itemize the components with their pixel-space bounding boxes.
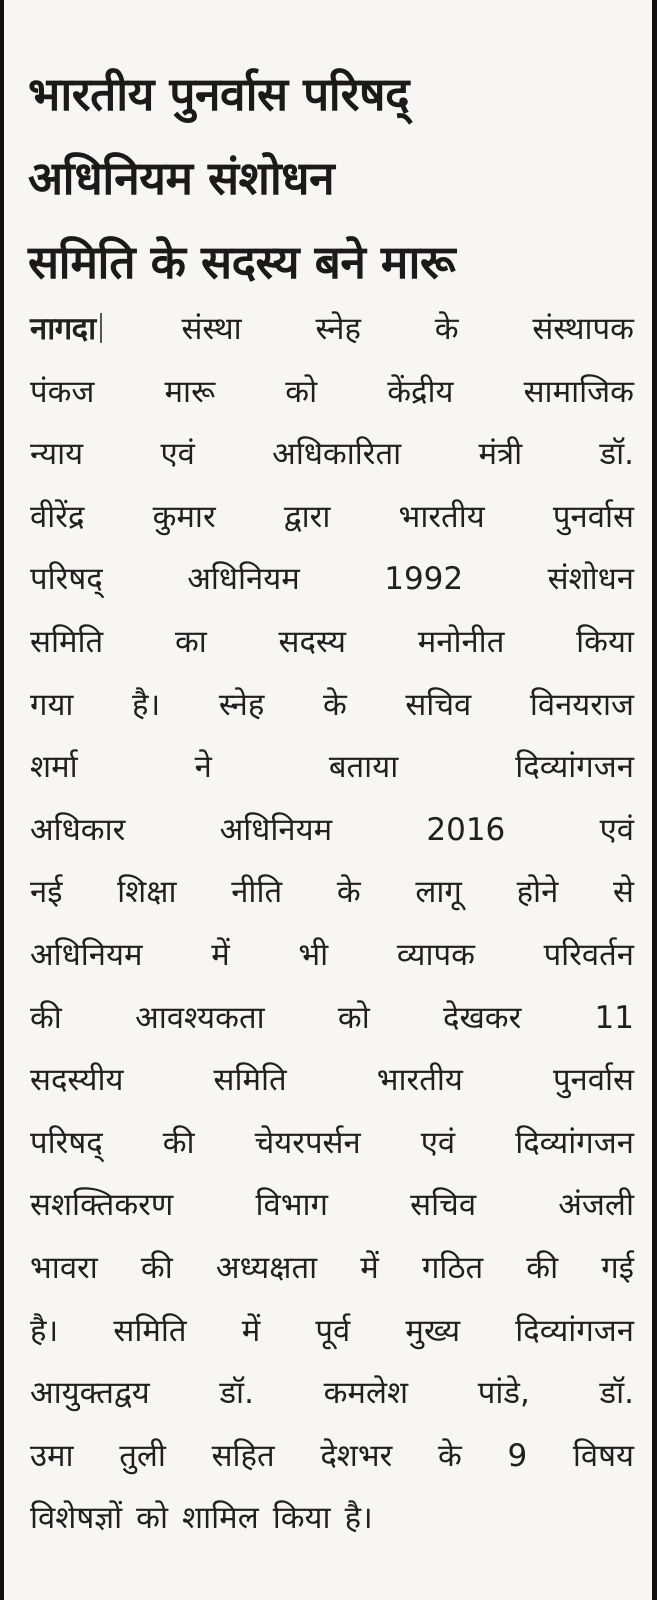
word: दिव्यांगजन — [515, 749, 634, 786]
word: एवं — [599, 811, 634, 848]
word: अधिनियम — [219, 811, 333, 848]
word: भी — [298, 936, 329, 973]
word: 9 — [507, 1437, 528, 1474]
body-line — [30, 924, 634, 987]
word: डॉ. — [599, 1375, 634, 1412]
word: द्वारा — [283, 498, 331, 535]
word: के — [437, 1437, 462, 1474]
word: एवं — [420, 1124, 456, 1161]
body-line — [30, 423, 634, 486]
article-body — [30, 298, 634, 1550]
word: शिक्षा — [117, 874, 177, 911]
word: वीरेंद्र — [30, 498, 85, 535]
word: गया — [30, 686, 74, 723]
dateline-separator — [100, 313, 102, 343]
word: परिषद् — [30, 561, 103, 598]
word: को — [285, 373, 318, 410]
word: नीति — [231, 874, 283, 911]
body-line — [30, 736, 634, 799]
word: की — [140, 1249, 173, 1286]
word: परिषद् — [30, 1124, 103, 1161]
word: कमलेश — [323, 1375, 409, 1412]
word: को — [337, 999, 370, 1036]
word: एवं — [160, 436, 195, 473]
word: संस्था — [181, 311, 242, 347]
body-line — [30, 298, 634, 361]
word: में — [360, 1249, 379, 1286]
body-line — [30, 674, 634, 737]
word: अधिनियम — [187, 561, 300, 598]
word: केंद्रीय — [387, 373, 454, 410]
word: होने — [516, 874, 559, 911]
word: है। — [344, 1500, 373, 1537]
word: समिति — [113, 1312, 187, 1349]
word: अधिनियम — [30, 936, 143, 973]
word: अधिकारिता — [272, 436, 402, 473]
word: में — [211, 936, 230, 973]
word: भारतीय — [376, 1062, 463, 1099]
word: डॉ. — [219, 1375, 254, 1412]
word: अंजली — [558, 1187, 634, 1224]
word: डॉ. — [599, 436, 634, 473]
word: विभाग — [255, 1187, 328, 1224]
body-line — [30, 861, 634, 924]
word: सामाजिक — [523, 373, 634, 410]
word: सचिव — [405, 686, 472, 723]
word: सशक्तिकरण — [30, 1187, 174, 1224]
word: चेयरपर्सन — [254, 1124, 361, 1161]
word: समिति — [30, 623, 104, 660]
body-line — [30, 1362, 634, 1425]
word: के — [336, 874, 361, 911]
word: में — [241, 1312, 261, 1349]
word: की — [162, 1124, 195, 1161]
word: शामिल — [182, 1500, 259, 1537]
headline — [28, 52, 638, 304]
word: का — [174, 623, 207, 660]
word: आयुक्तद्वय — [30, 1375, 150, 1412]
word: मुख्य — [405, 1312, 461, 1349]
headline-line: अधिनियम संशोधन — [28, 151, 335, 205]
word: 11 — [594, 999, 634, 1036]
word: ने — [194, 749, 212, 786]
word: दिव्यांगजन — [515, 1124, 634, 1161]
body-line — [30, 1112, 634, 1175]
word: संशोधन — [547, 561, 634, 598]
word: पुनर्वास — [552, 1062, 634, 1099]
word: देशभर — [320, 1437, 393, 1474]
word: के — [322, 686, 347, 723]
word: पंकज — [30, 373, 95, 410]
word: कुमार — [152, 498, 216, 535]
word: 1992 — [384, 561, 464, 598]
word: पांडे, — [477, 1375, 530, 1412]
word: को — [136, 1500, 169, 1537]
body-line — [30, 799, 634, 862]
body-line — [30, 1425, 634, 1488]
word: सहित — [211, 1437, 275, 1474]
word: स्नेह — [218, 686, 265, 723]
word: शर्मा — [30, 749, 78, 786]
word: भावरा — [30, 1249, 98, 1286]
word: विशेषज्ञों — [30, 1500, 123, 1537]
headline-line: भारतीय पुनर्वास परिषद् — [28, 67, 410, 121]
word: मंत्री — [478, 436, 523, 473]
word: गई — [601, 1249, 634, 1286]
body-line — [30, 1049, 634, 1112]
word: उमा — [30, 1437, 74, 1474]
word: किया — [576, 623, 634, 660]
word: अधिकार — [30, 811, 126, 848]
word: विषय — [572, 1437, 634, 1474]
word: की — [526, 1249, 559, 1286]
body-line — [30, 548, 634, 611]
word: नई — [30, 874, 63, 911]
word: गठित — [421, 1249, 484, 1286]
body-line — [30, 1487, 634, 1550]
word: सदस्य — [278, 623, 346, 660]
word: पूर्व — [315, 1312, 351, 1349]
word: तुली — [119, 1437, 166, 1474]
word: सचिव — [410, 1187, 477, 1224]
body-line — [30, 611, 634, 674]
word: किया — [272, 1500, 331, 1537]
word: के — [434, 311, 459, 347]
body-line — [30, 486, 634, 549]
word: है। — [132, 686, 161, 723]
word: 2016 — [426, 811, 506, 848]
word: न्याय — [30, 436, 84, 473]
word: व्यापक — [396, 936, 475, 973]
word: मनोनीत — [417, 623, 505, 660]
word: भारतीय — [398, 498, 485, 535]
word: बताया — [328, 749, 399, 786]
dateline-group — [30, 298, 108, 361]
word: सदस्यीय — [30, 1062, 124, 1099]
word: लागू — [415, 874, 462, 911]
headline-line: समिति के सदस्य बने मारू — [28, 235, 456, 289]
word: अध्यक्षता — [215, 1249, 318, 1286]
body-line — [30, 987, 634, 1050]
word: की — [30, 999, 62, 1036]
body-line — [30, 361, 634, 424]
word: विनयराज — [529, 686, 634, 723]
word: से — [612, 874, 634, 911]
word: है। — [30, 1312, 59, 1349]
body-line — [30, 1300, 634, 1363]
dateline: नागदा — [30, 311, 96, 347]
word: संस्थापक — [532, 311, 634, 347]
body-line — [30, 1237, 634, 1300]
body-line — [30, 1174, 634, 1237]
word: परिवर्तन — [543, 936, 634, 973]
word: दिव्यांगजन — [515, 1312, 634, 1349]
word: देखकर — [442, 999, 522, 1036]
word: स्नेह — [315, 311, 361, 347]
word: पुनर्वास — [552, 498, 634, 535]
word: आवश्यकता — [135, 999, 265, 1036]
word: समिति — [213, 1062, 287, 1099]
word: मारू — [164, 373, 216, 410]
